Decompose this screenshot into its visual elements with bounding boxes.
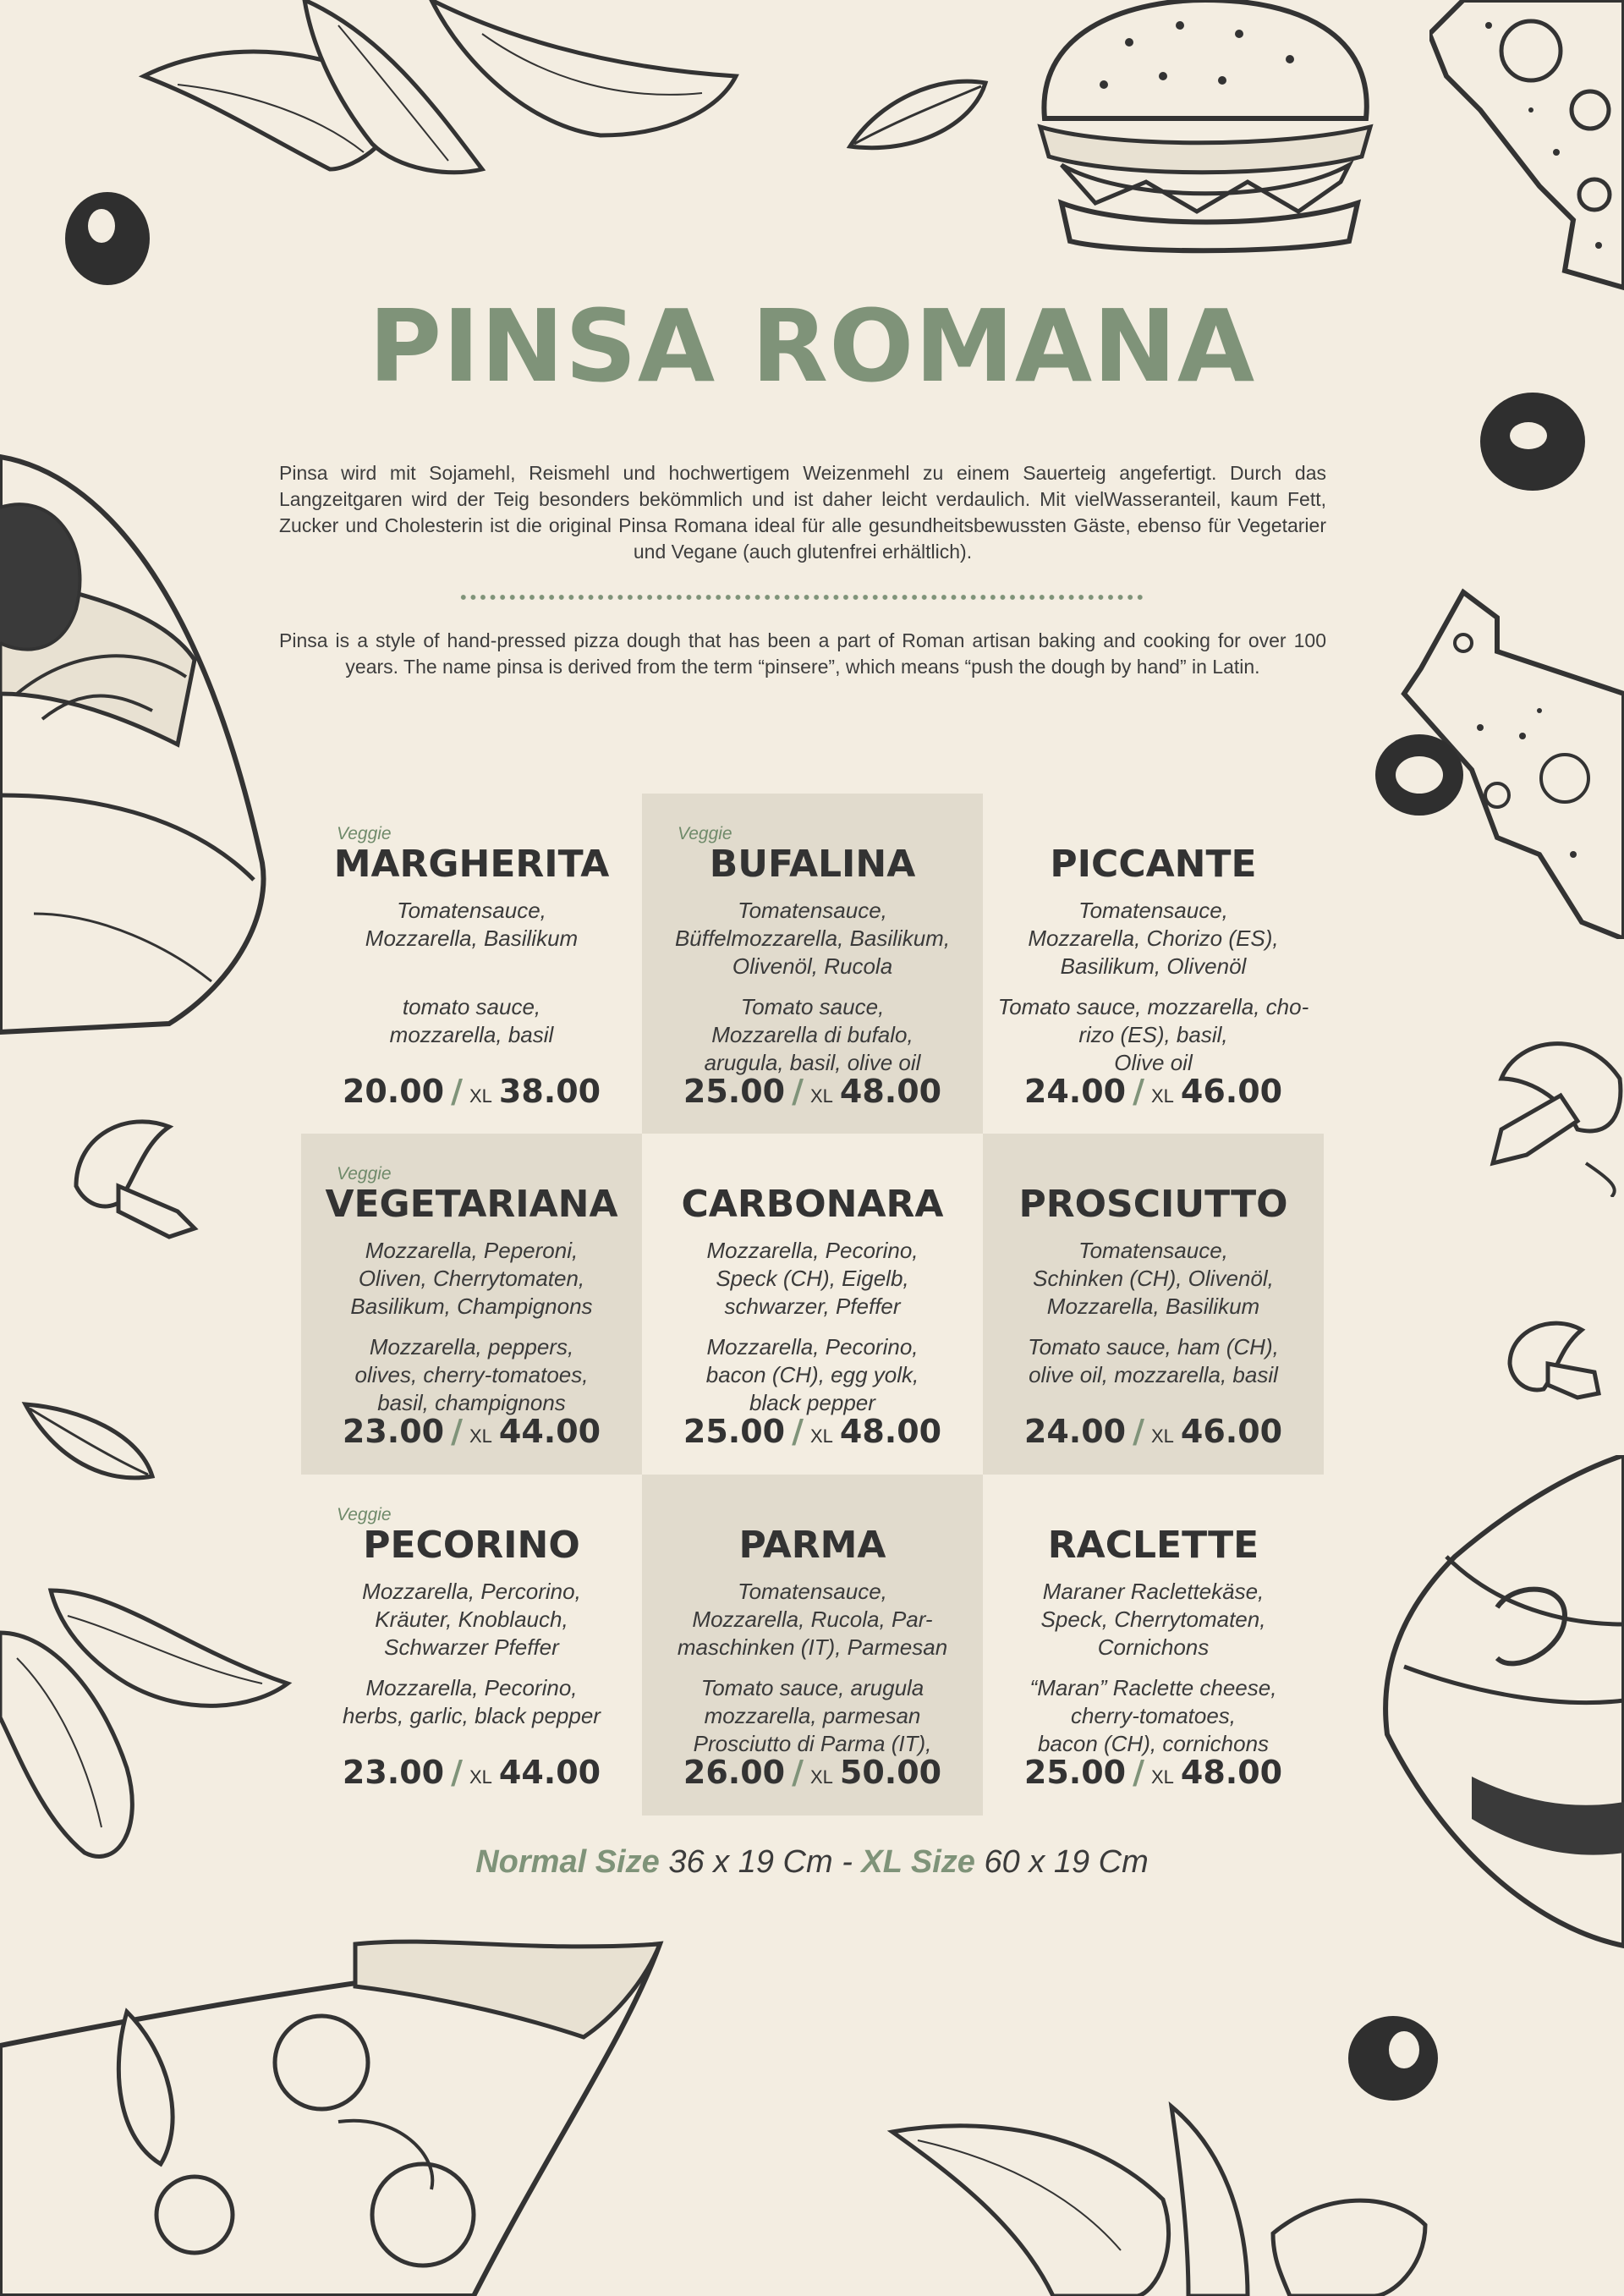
ingredients-english: “Maran” Raclette cheese, cherry-tomatoes, bacon (CH), cornichons — [1029, 1675, 1277, 1756]
veggie-tag: Veggie — [337, 824, 392, 843]
pizza-name: MARGHERITA — [333, 843, 610, 886]
price-separator: / — [792, 1413, 804, 1450]
ingredients-english: Mozzarella, Pecorino, bacon (CH), egg yolk, black pepper — [705, 1334, 919, 1415]
price-normal: 23.00 — [342, 1754, 445, 1791]
normal-size-label: Normal Size — [475, 1844, 660, 1880]
price-normal: 24.00 — [1023, 1073, 1127, 1110]
price — [301, 1413, 642, 1450]
mushroom-illustration — [1501, 1313, 1603, 1414]
menu-item — [983, 1475, 1324, 1815]
ingredients-german: Tomatensauce, Mozzarella, Basilikum — [365, 898, 579, 951]
menu-item — [983, 1134, 1324, 1475]
veggie-tag: Veggie — [337, 1164, 392, 1184]
ingredients-german: Tomatensauce, Mozzarella, Rucola, Par- maschinken (IT), Parmesan — [677, 1579, 948, 1660]
basil-leaf-illustration — [846, 74, 990, 155]
xl-label: XL — [809, 1766, 833, 1788]
price-xl: 44.00 — [498, 1413, 601, 1450]
pizza-name: VEGETARIANA — [325, 1183, 618, 1226]
price-normal: 23.00 — [342, 1413, 445, 1450]
price-separator: / — [792, 1754, 804, 1791]
olive-illustration — [1476, 389, 1590, 495]
price-separator: / — [792, 1073, 804, 1110]
price — [983, 1413, 1324, 1450]
xl-label: XL — [809, 1425, 833, 1447]
price-normal: 20.00 — [342, 1073, 445, 1110]
price — [301, 1754, 642, 1791]
price-xl: 48.00 — [1180, 1754, 1283, 1791]
wrap-illustration — [1370, 1455, 1624, 1963]
xl-label: XL — [1150, 1425, 1174, 1447]
price-separator: / — [1133, 1413, 1144, 1450]
burger-illustration — [1028, 0, 1383, 254]
wrap-illustration — [0, 440, 279, 1041]
pizza-name: PARMA — [738, 1524, 886, 1567]
veggie-tag: Veggie — [678, 824, 732, 843]
dotted-divider — [458, 594, 1144, 601]
price — [642, 1413, 983, 1450]
price-xl: 44.00 — [498, 1754, 601, 1791]
price — [983, 1754, 1324, 1791]
xl-label: XL — [469, 1085, 492, 1107]
pizza-name: RACLETTE — [1047, 1524, 1259, 1567]
pizza-name: PECORINO — [363, 1524, 580, 1567]
pizza-name: BUFALINA — [709, 843, 916, 886]
olive-illustration — [1372, 729, 1467, 821]
ingredients-german: Maraner Raclettekäse, Speck, Cherrytomaten, Cornichons — [1040, 1579, 1266, 1660]
price-normal: 25.00 — [683, 1413, 786, 1450]
xl-label: XL — [469, 1766, 492, 1788]
pizza-name: PROSCIUTTO — [1018, 1183, 1288, 1226]
ingredients-english: Mozzarella, Pecorino, herbs, garlic, black pepper — [343, 1675, 601, 1728]
size-note — [0, 1844, 1624, 1881]
price-normal: 24.00 — [1023, 1413, 1127, 1450]
xl-label: XL — [1150, 1766, 1174, 1788]
menu-item — [642, 1134, 983, 1475]
xl-size-value: 60 x 19 Cm — [984, 1844, 1149, 1880]
price-normal: 25.00 — [683, 1073, 786, 1110]
xl-label: XL — [1150, 1085, 1174, 1107]
mushroom-illustration — [68, 1110, 203, 1245]
pizza-name: PICCANTE — [1050, 843, 1257, 886]
chips-illustration — [127, 0, 770, 203]
menu-grid — [301, 794, 1324, 1815]
menu-item — [642, 794, 983, 1134]
ingredients-english: Tomato sauce, Mozzarella di bufalo, arugula, basil, olive oil — [704, 994, 921, 1075]
price-separator: / — [1133, 1073, 1144, 1110]
price-normal: 25.00 — [1023, 1754, 1127, 1791]
intro-english: Pinsa is a style of hand-pressed pizza dough that has been a part of Roman artisan baking and cooking for over 100 years. The name pinsa is derived from the term “pinsere”, which means “push the dough by hand” in Latin. — [279, 629, 1326, 678]
price-xl: 46.00 — [1180, 1413, 1283, 1450]
ingredients-german: Tomatensauce, Schinken (CH), Olivenöl, Mozzarella, Basilikum — [1033, 1238, 1274, 1319]
menu-item — [983, 794, 1324, 1134]
price-xl: 50.00 — [839, 1754, 942, 1791]
ingredients-english: Tomato sauce, ham (CH), olive oil, mozzarella, basil — [1028, 1334, 1279, 1387]
menu-item — [301, 1475, 642, 1815]
price — [642, 1754, 983, 1791]
ingredients-german: Tomatensauce, Büffelmozzarella, Basilikum, Olivenöl, Rucola — [674, 898, 951, 979]
olive-illustration — [61, 188, 154, 289]
price-xl: 48.00 — [839, 1073, 942, 1110]
menu-item — [301, 794, 642, 1134]
xl-label: XL — [809, 1085, 833, 1107]
basil-leaf-illustration — [21, 1400, 156, 1485]
mushroom-illustration — [1484, 1028, 1624, 1197]
pizza-name: CARBONARA — [681, 1183, 944, 1226]
ingredients-german: Mozzarella, Peperoni, Oliven, Cherrytomaten, Basilikum, Champignons — [350, 1238, 593, 1319]
normal-size-value: 36 x 19 Cm — [668, 1844, 833, 1880]
ingredients-english: Tomato sauce, mozzarella, cho- rizo (ES), basil, Olive oil — [997, 994, 1309, 1075]
menu-item — [301, 1134, 642, 1475]
chips-illustration — [0, 1582, 304, 1870]
ingredients-english: tomato sauce, mozzarella, basil — [389, 994, 554, 1047]
ingredients-english: Mozzarella, peppers, olives, cherry-tomatoes, basil, champignons — [354, 1334, 589, 1415]
ingredients-german: Mozzarella, Percorino, Kräuter, Knoblauch, Schwarzer Pfeffer — [362, 1579, 581, 1660]
price-xl: 38.00 — [498, 1073, 601, 1110]
price — [983, 1073, 1324, 1110]
ingredients-german: Mozzarella, Pecorino, Speck (CH), Eigelb, schwarzer, Pfeffer — [706, 1238, 919, 1319]
intro-german: Pinsa wird mit Sojamehl, Reismehl und hochwertigem Weizenmehl zu einem Sauerteig angefertigt. Durch das Langzeitgaren wird der Teig besonders bekömmlich und ist daher leicht verdaulich. Mit vielWasseranteil, kaum Fett, Zucker und Cholesterin ist die original Pinsa Romana ideal für alle gesundheitsbewussten Gäste, ebenso für Vegetarier und Vegane (auch glutenfrei erhältlich). — [279, 462, 1326, 563]
olive-illustration — [1345, 2012, 1442, 2105]
chips-illustration — [884, 2098, 1434, 2296]
price-xl: 48.00 — [839, 1413, 942, 1450]
price-separator: / — [451, 1754, 463, 1791]
pizza-slice-illustration — [0, 1936, 677, 2296]
price-separator: / — [451, 1073, 463, 1110]
xl-size-label: XL Size — [861, 1844, 975, 1880]
price-normal: 26.00 — [683, 1754, 786, 1791]
price — [642, 1073, 983, 1110]
menu-item — [642, 1475, 983, 1815]
ingredients-german: Tomatensauce, Mozzarella, Chorizo (ES), Basilikum, Olivenöl — [1028, 898, 1279, 979]
veggie-tag: Veggie — [337, 1505, 392, 1524]
price — [301, 1073, 642, 1110]
price-xl: 46.00 — [1180, 1073, 1283, 1110]
cheese-illustration — [1429, 0, 1624, 296]
size-separator: - — [842, 1844, 853, 1880]
xl-label: XL — [469, 1425, 492, 1447]
price-separator: / — [1133, 1754, 1144, 1791]
ingredients-english: Tomato sauce, arugula mozzarella, parmesan Prosciutto di Parma (IT), — [693, 1675, 932, 1756]
page-title: PINSA ROMANA — [368, 288, 1256, 404]
price-separator: / — [451, 1413, 463, 1450]
